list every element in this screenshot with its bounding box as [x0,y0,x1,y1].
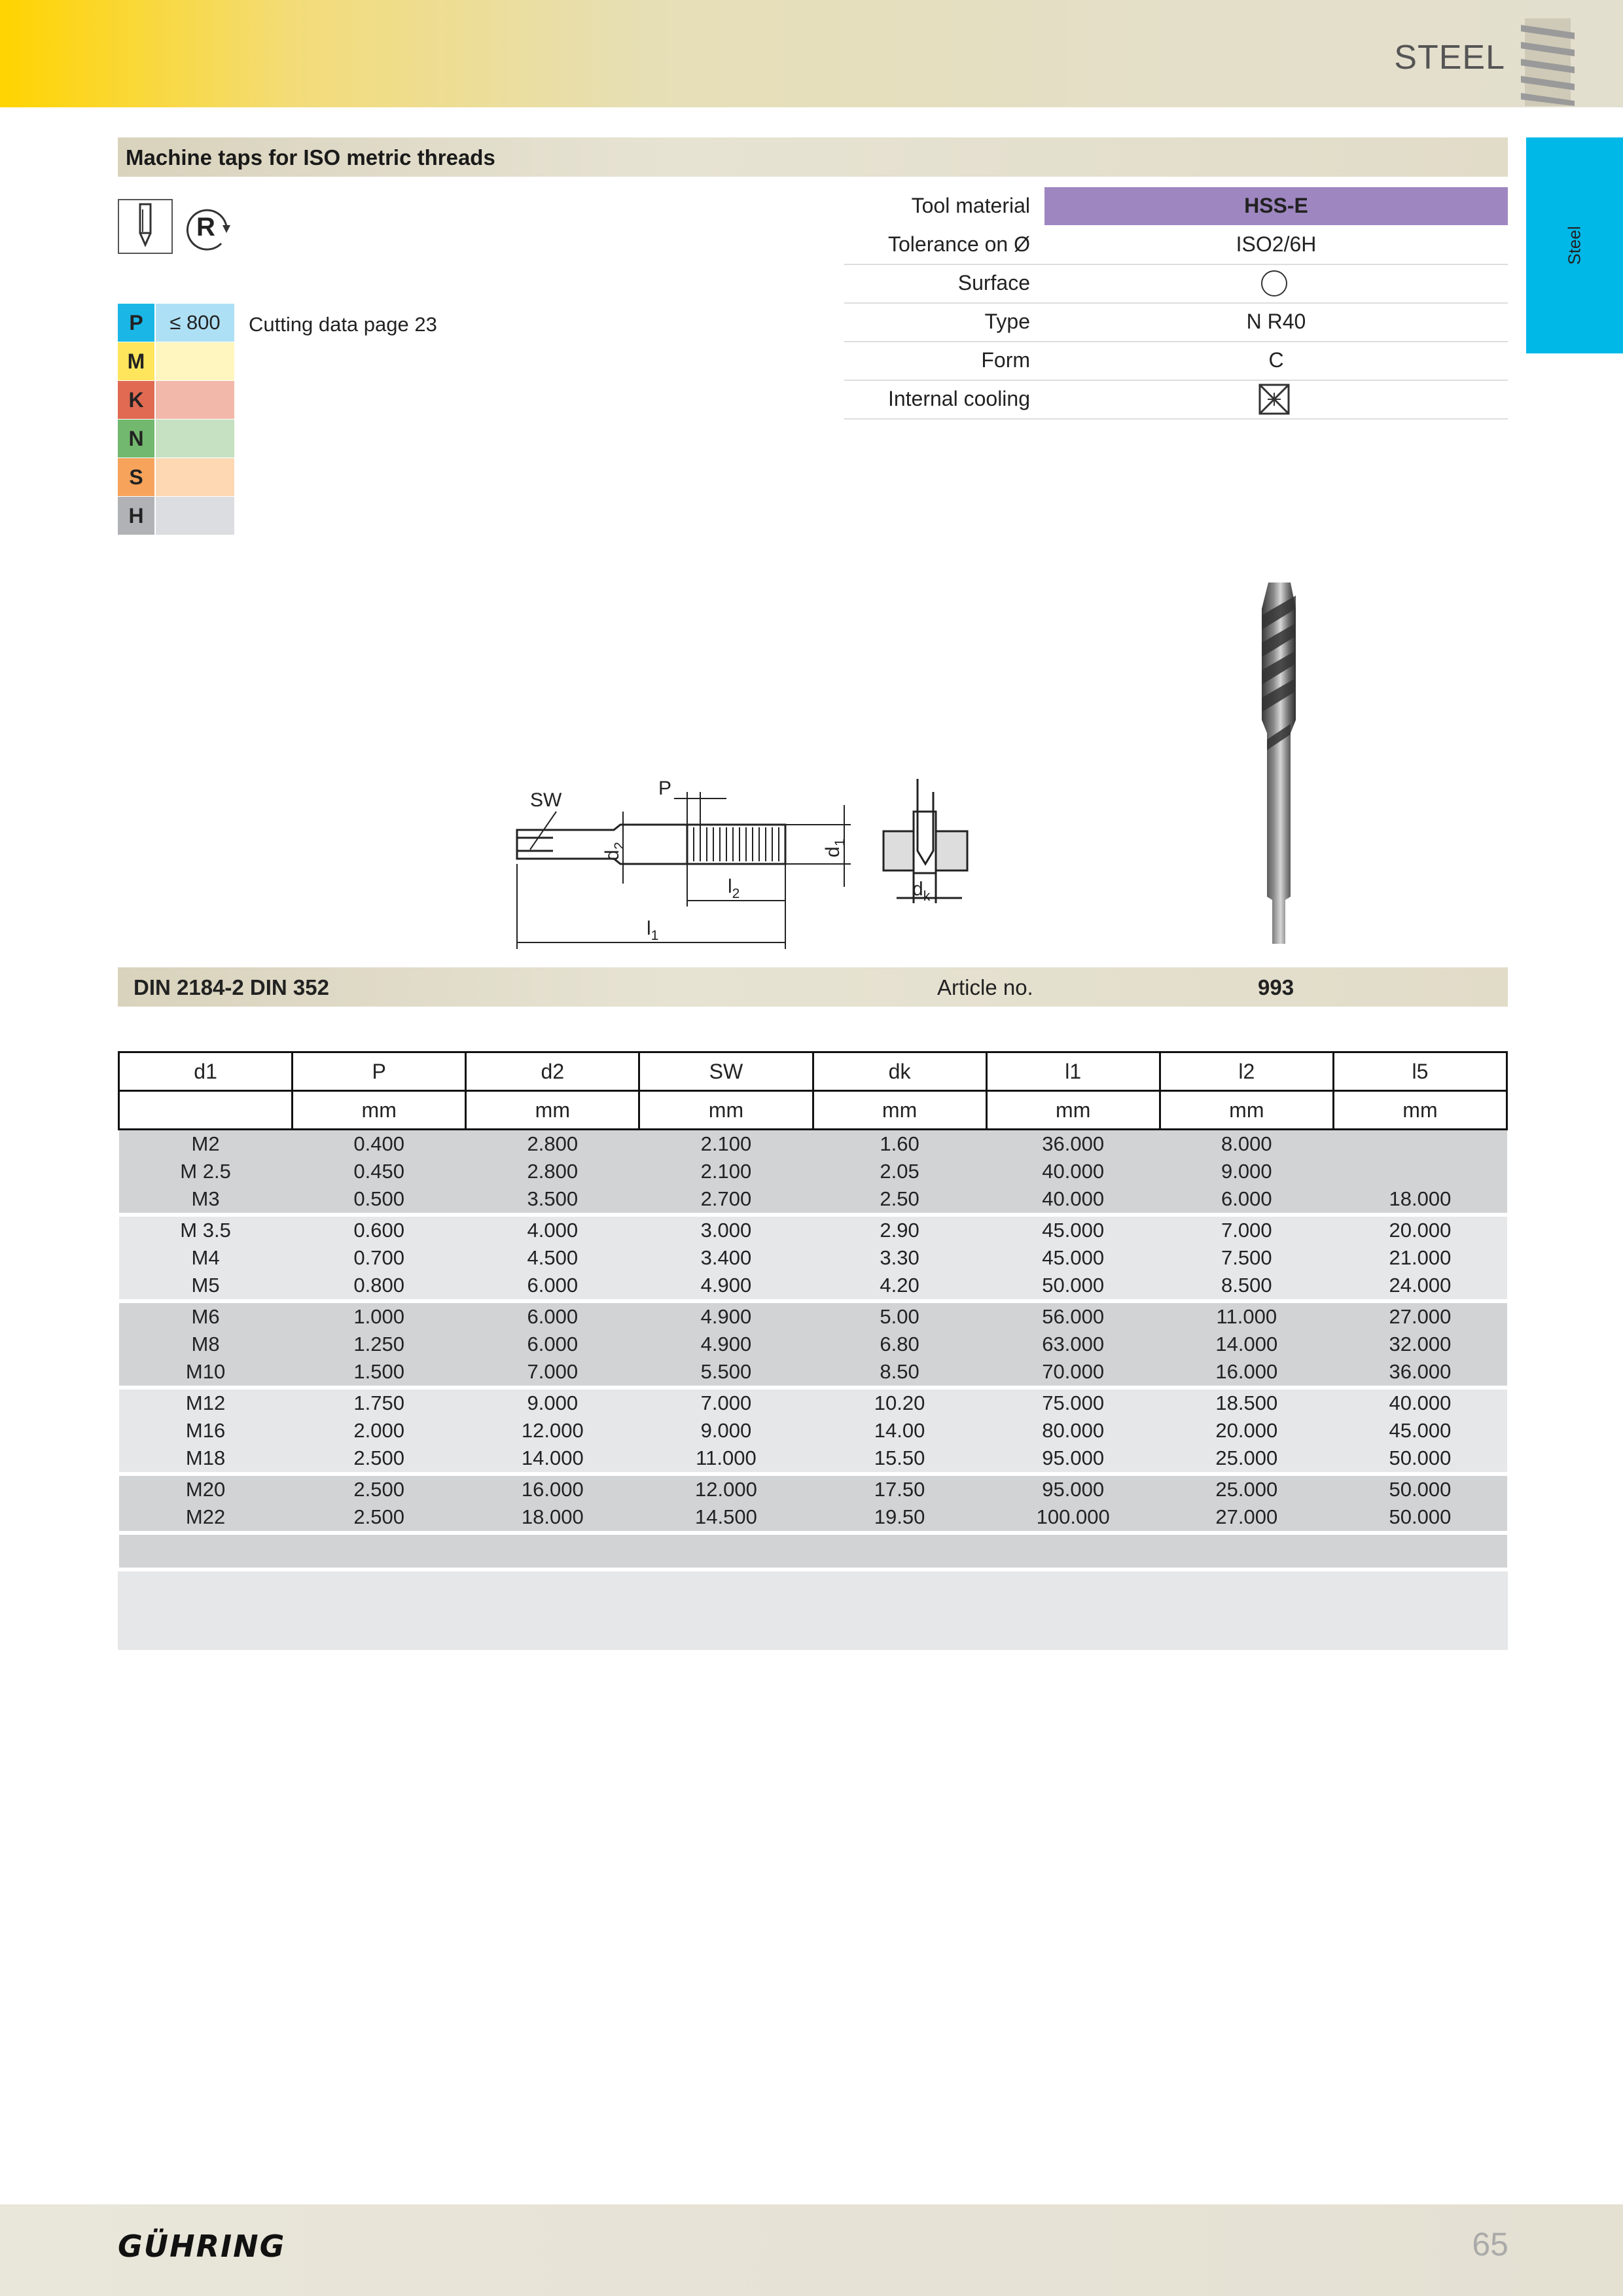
column-header: SW [639,1052,813,1091]
table-cell: 40.000 [1333,1388,1507,1417]
table-filler-row [119,1533,1507,1568]
svg-text:d: d [822,846,844,857]
table-cell: 19.50 [813,1503,986,1533]
table-row [119,1272,1507,1301]
table-cell: 0.500 [293,1185,466,1215]
material-group-value [156,458,234,496]
table-unit-row [119,1091,1507,1130]
table-cell: M18 [119,1444,293,1474]
material-group-value [156,420,234,457]
table-cell: 0.400 [293,1130,466,1158]
no-internal-cooling-icon [1258,384,1290,415]
property-value: C [1268,348,1284,372]
table-cell: 40.000 [986,1185,1160,1215]
property-value: N R40 [1246,310,1306,333]
svg-text:2: 2 [612,842,627,850]
property-value: ISO2/6H [1236,232,1317,256]
table-cell: 6.80 [813,1331,986,1358]
table-row [119,1417,1507,1444]
table-cell [1333,1130,1507,1158]
sw-label: SW [530,789,562,811]
l2-label: $l_2$ [728,876,740,901]
table-cell: 2.50 [813,1185,986,1215]
table-cell: 32.000 [1333,1331,1507,1358]
article-number: 993 [1258,975,1294,999]
table-cell: 16.000 [1160,1358,1333,1388]
table-cell: 0.450 [293,1158,466,1185]
table-cell: 80.000 [986,1417,1160,1444]
table-cell: 27.000 [1333,1301,1507,1331]
table-cell: 36.000 [1333,1358,1507,1388]
table-cell: 3.000 [639,1215,813,1244]
table-cell: 4.900 [639,1272,813,1301]
table-cell: 24.000 [1333,1272,1507,1301]
material-group-letter: H [118,497,154,535]
material-group-value [156,342,234,380]
property-divider [844,418,1508,420]
table-cell: M16 [119,1417,293,1444]
section-title: Machine taps for ISO metric threads [126,145,495,170]
property-label: Form [981,348,1030,372]
table-cell: 70.000 [986,1358,1160,1388]
table-cell: 40.000 [986,1158,1160,1185]
table-cell: 4.20 [813,1272,986,1301]
table-cell: 2.800 [466,1158,639,1185]
property-label: Tool material [911,194,1030,217]
side-tab-label: Steel [1564,226,1584,265]
table-cell: 6.000 [1160,1185,1333,1215]
property-divider [844,380,1508,381]
p-label: P [658,778,672,799]
table-cell: 45.000 [986,1215,1160,1244]
table-row [119,1444,1507,1474]
table-cell: 25.000 [1160,1444,1333,1474]
material-group-letter: N [118,420,154,457]
property-label: Internal cooling [887,387,1030,410]
table-cell: 14.00 [813,1417,986,1444]
table-cell: 50.000 [986,1272,1160,1301]
material-group-letter: K [118,381,154,419]
table-cell: 2.700 [639,1185,813,1215]
table-cell: 20.000 [1160,1417,1333,1444]
table-cell: 12.000 [466,1417,639,1444]
table-row [119,1388,1507,1417]
table-cell: 100.000 [986,1503,1160,1533]
table-cell: 7.000 [639,1388,813,1417]
table-cell: 1.750 [293,1388,466,1417]
table-cell: 4.900 [639,1331,813,1358]
table-cell: 63.000 [986,1331,1160,1358]
table-row [119,1503,1507,1533]
column-header: l2 [1160,1052,1333,1091]
table-cell: 18.000 [466,1503,639,1533]
table-cell: 50.000 [1333,1503,1507,1533]
table-cell: 2.500 [293,1503,466,1533]
dimensions-table-wrap [118,1051,1508,1568]
svg-text:d: d [601,850,623,861]
table-cell: 15.50 [813,1444,986,1474]
table-row [119,1474,1507,1503]
column-header: l1 [986,1052,1160,1091]
table-cell: M10 [119,1358,293,1388]
property-value: HSS-E [1244,194,1308,217]
table-cell: 2.100 [639,1158,813,1185]
l1-label: $l_1$ [647,918,659,943]
table-cell: 4.500 [466,1244,639,1272]
table-cell: 9.000 [466,1388,639,1417]
property-divider [844,264,1508,265]
chapter-title: STEEL [1394,39,1505,77]
table-cell: 56.000 [986,1301,1160,1331]
property-label: Type [984,310,1030,333]
table-cell: 50.000 [1333,1474,1507,1503]
table-cell: 7.000 [1160,1215,1333,1244]
dimensions-table [118,1051,1508,1568]
table-cell: 2.90 [813,1215,986,1244]
table-cell: 7.000 [466,1358,639,1388]
material-group-letter: P [118,304,154,342]
table-cell: 20.000 [1333,1215,1507,1244]
din-standard: DIN 2184-2 DIN 352 [134,975,329,999]
table-cell: 1.60 [813,1130,986,1158]
table-cell: M3 [119,1185,293,1215]
property-divider [844,341,1508,342]
page-number: 65 [1472,2226,1508,2263]
material-group-letter: S [118,458,154,496]
column-unit: mm [466,1091,639,1130]
table-cell: 9.000 [1160,1158,1333,1185]
table-row [119,1301,1507,1331]
table-cell: M 3.5 [119,1215,293,1244]
brand-logo: GÜHRING [118,2229,286,2264]
table-cell: M22 [119,1503,293,1533]
table-row [119,1130,1507,1158]
table-cell: 0.700 [293,1244,466,1272]
table-cell: 36.000 [986,1130,1160,1158]
table-cell: 95.000 [986,1444,1160,1474]
column-header: d1 [119,1052,293,1091]
tap-product-image [1230,569,1329,956]
column-unit: mm [293,1091,466,1130]
table-row [119,1331,1507,1358]
table-cell: 10.20 [813,1388,986,1417]
table-cell: 12.000 [639,1474,813,1503]
tap-technical-drawing [504,772,975,956]
table-cell: 11.000 [639,1444,813,1474]
table-cell: 18.000 [1333,1185,1507,1215]
table-cell: 2.800 [466,1130,639,1158]
table-cell: 27.000 [1160,1503,1333,1533]
column-unit: mm [813,1091,986,1130]
column-unit: mm [1333,1091,1507,1130]
material-group-value: ≤ 800 [156,304,234,342]
table-cell: 14.000 [466,1444,639,1474]
column-header: P [293,1052,466,1091]
column-header: dk [813,1052,986,1091]
table-cell: M20 [119,1474,293,1503]
table-cell: 5.00 [813,1301,986,1331]
table-cell: 2.100 [639,1130,813,1158]
column-header: d2 [466,1052,639,1091]
table-cell: M8 [119,1331,293,1358]
column-unit: mm [1160,1091,1333,1130]
table-cell: 6.000 [466,1301,639,1331]
table-cell: 6.000 [466,1272,639,1301]
table-cell: 45.000 [1333,1417,1507,1444]
table-cell: 3.500 [466,1185,639,1215]
column-header: l5 [1333,1052,1507,1091]
table-footer-block [118,1571,1508,1650]
property-label: Tolerance on Ø [887,232,1030,256]
table-cell: 50.000 [1333,1444,1507,1474]
table-cell: 3.400 [639,1244,813,1272]
svg-text:1: 1 [832,838,847,846]
table-cell: 6.000 [466,1331,639,1358]
table-cell: 1.500 [293,1358,466,1388]
table-cell: 2.500 [293,1444,466,1474]
property-label: Surface [957,271,1030,295]
column-unit: mm [639,1091,813,1130]
table-cell: 17.50 [813,1474,986,1503]
table-row [119,1185,1507,1215]
table-cell: 2.500 [293,1474,466,1503]
material-group-value [156,497,234,535]
table-cell: 11.000 [1160,1301,1333,1331]
table-cell: 18.500 [1160,1388,1333,1417]
table-cell [1333,1158,1507,1185]
table-cell: 14.500 [639,1503,813,1533]
table-cell: 7.500 [1160,1244,1333,1272]
article-label: Article no. [937,975,1033,999]
table-cell: 45.000 [986,1244,1160,1272]
table-cell: 25.000 [1160,1474,1333,1503]
table-cell: 2.05 [813,1158,986,1185]
property-divider [844,302,1508,304]
header-band [0,0,1623,107]
side-tab-steel[interactable] [1526,137,1623,353]
table-cell: 8.000 [1160,1130,1333,1158]
table-cell: 9.000 [639,1417,813,1444]
table-cell: 4.900 [639,1301,813,1331]
tap-icon [118,199,173,254]
column-unit: mm [986,1091,1160,1130]
column-unit [119,1091,293,1130]
material-group-value [156,381,234,419]
table-row [119,1244,1507,1272]
thread-icon [1512,18,1584,106]
table-cell: 1.250 [293,1331,466,1358]
right-hand-rotation-icon [181,199,236,254]
dk-label: $d_k$ [912,878,931,904]
table-cell: M2 [119,1130,293,1158]
table-cell: M4 [119,1244,293,1272]
material-group-letter: M [118,342,154,380]
table-cell: 21.000 [1333,1244,1507,1272]
table-cell: M6 [119,1301,293,1331]
table-cell: 2.000 [293,1417,466,1444]
table-cell: 8.500 [1160,1272,1333,1301]
table-row [119,1358,1507,1388]
table-cell: M5 [119,1272,293,1301]
surface-uncoated-icon [1261,270,1287,296]
table-cell: 14.000 [1160,1331,1333,1358]
table-row [119,1158,1507,1185]
table-cell: 0.800 [293,1272,466,1301]
table-cell: 0.600 [293,1215,466,1244]
table-cell: 75.000 [986,1388,1160,1417]
table-cell: 95.000 [986,1474,1160,1503]
table-cell: 16.000 [466,1474,639,1503]
table-cell: 1.000 [293,1301,466,1331]
table-header-row [119,1052,1507,1091]
table-cell: 5.500 [639,1358,813,1388]
table-cell: M12 [119,1388,293,1417]
table-cell: 8.50 [813,1358,986,1388]
table-cell: 4.000 [466,1215,639,1244]
table-cell: M 2.5 [119,1158,293,1185]
cutting-data-note: Cutting data page 23 [249,313,437,336]
svg-text:R: R [196,213,215,242]
table-cell: 3.30 [813,1244,986,1272]
table-row [119,1215,1507,1244]
